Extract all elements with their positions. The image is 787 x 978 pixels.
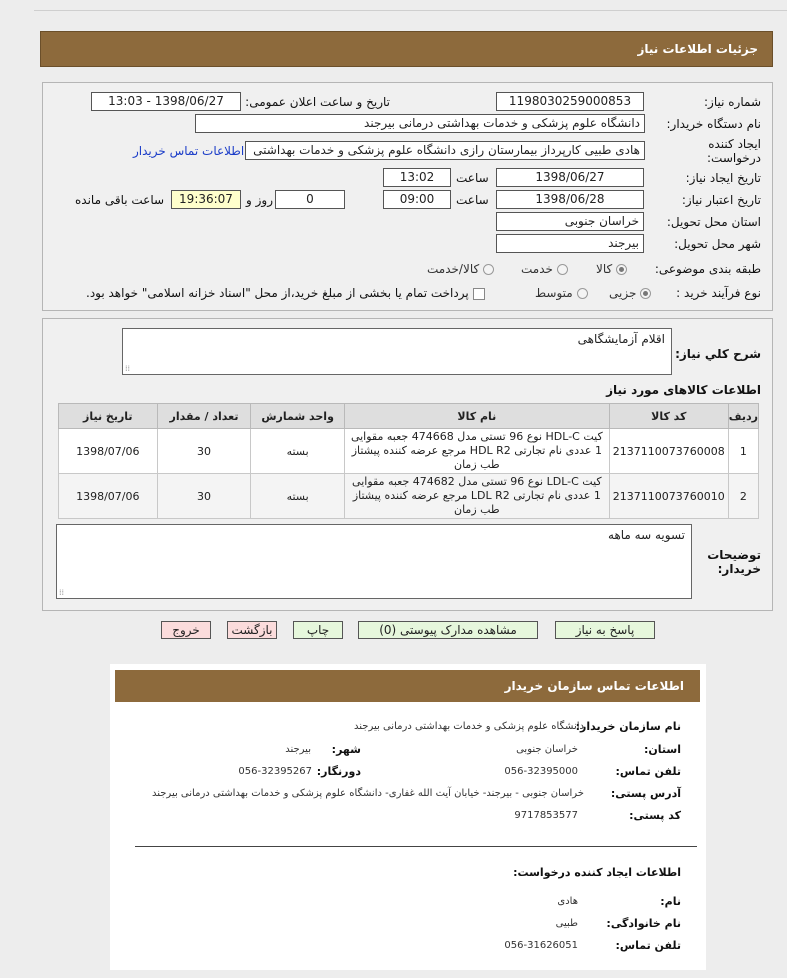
create-time-label: ساعت [456,171,489,185]
postal-value: 9717853577 [514,810,578,821]
buyer-notes-textarea[interactable] [56,524,692,599]
last-name-value: طبیی [555,918,578,929]
item-date: 1398/07/06 [59,429,158,474]
radio-selected-icon [640,288,651,299]
phone-value: 056-32395000 [504,766,578,777]
category-option-both[interactable] [427,262,494,276]
validity-date-label: تاریخ اعتبار نیاز: [681,193,761,207]
contact-province-value: خراسان جنوبی [516,744,578,755]
need-number-label: شماره نیاز: [704,95,761,109]
item-code: 2137110073760010 [609,474,728,519]
buyer-org-label: نام دستگاه خریدار: [666,117,761,131]
payment-treasury-label: پرداخت تمام یا بخشی از مبلغ خرید،از محل "اسناد خزانه اسلامی" خواهد بود. [86,286,469,300]
col-row: رديف [728,404,758,429]
items-table [58,403,759,519]
remaining-time-field[interactable]: 19:36:07 [171,190,241,209]
category-option-service[interactable] [521,262,568,276]
buyer-contact-link[interactable]: اطلاعات تماس خریدار [133,144,245,158]
first-name-label: نام: [660,895,681,908]
col-unit: واحد شمارش [251,404,345,429]
page-title: جزئیات اطلاعات نیاز [40,31,773,67]
city-field[interactable]: بیرجند [496,234,644,253]
summary-textarea[interactable] [122,328,672,375]
category-option-goods-label: کالا [596,262,613,276]
contact-city-label: شهر: [331,743,361,756]
row-number: 2 [728,474,758,519]
org-label: نام سازمان خریدار: [575,720,681,733]
print-button[interactable]: چاپ [293,621,343,639]
attachments-button[interactable]: مشاهده مدارک پیوستی (0) [358,621,538,639]
table-header-row [59,404,759,429]
col-code: کد کالا [609,404,728,429]
requester-phone-value: 056-31626051 [504,940,578,951]
top-divider [34,10,787,11]
summary-label: شرح کلي نياز: [675,347,761,361]
create-date-field[interactable]: 1398/06/27 [496,168,644,187]
col-name: نام کالا [344,404,609,429]
item-code: 2137110073760008 [609,429,728,474]
buyer-contact-panel [110,664,706,970]
contact-province-label: استان: [644,743,681,756]
province-label: استان محل تحویل: [666,215,761,229]
radio-icon [577,288,588,299]
item-date: 1398/07/06 [59,474,158,519]
phone-label: تلفن تماس: [615,765,681,778]
create-date-label: تاریخ ایجاد نیاز: [685,171,761,185]
col-date: تاریخ نیاز [59,404,158,429]
fax-label: دورنگار: [316,765,361,778]
contact-title: اطلاعات تماس سازمان خریدار [115,670,700,702]
checkbox-icon[interactable] [473,288,485,300]
need-number-field[interactable]: 1198030259000853 [496,92,644,111]
process-option-medium-label: متوسط [535,286,573,300]
row-number: 1 [728,429,758,474]
item-name: کیت LDL-C نوع 96 تستی مدل 474682 جعبه مقوایی 1 عددی نام تجارتی LDL R2 مرجع عرضه کننده پیشتاز طب زمان [344,474,609,519]
radio-selected-icon [616,264,627,275]
exit-button[interactable]: خروج [161,621,211,639]
table-row[interactable] [59,429,759,474]
category-label: طبقه بندی موضوعی: [654,262,761,276]
requester-title: اطلاعات ایجاد کننده درخواست: [513,866,681,879]
back-button[interactable]: بازگشت [227,621,277,639]
resize-grip-icon[interactable]: ⁞⁞ [59,588,65,597]
creator-field[interactable]: هادی طبیی کارپرداز بیمارستان رازی دانشگاه علوم پزشکی و خدمات بهداشتی [245,141,645,160]
validity-time-label: ساعت [456,193,489,207]
last-name-label: نام خانوادگی: [606,917,681,930]
buyer-notes-text: تسویه سه ماهه [608,528,685,542]
province-field[interactable]: خراسان جنوبی [496,212,644,231]
validity-time-field[interactable]: 09:00 [383,190,451,209]
postal-label: کد پستی: [629,809,681,822]
contact-divider [135,846,697,847]
remaining-label: ساعت باقی مانده [75,193,165,207]
item-qty: 30 [157,474,251,519]
requester-phone-label: تلفن تماس: [615,939,681,952]
contact-city-value: بیرجند [285,744,311,755]
first-name-value: هادی [557,896,578,907]
category-option-goods[interactable] [596,262,627,276]
fax-value: 056-32395267 [238,766,312,777]
announce-label: تاریخ و ساعت اعلان عمومی: [245,95,390,109]
radio-icon [557,264,568,275]
item-name: کیت HDL-C نوع 96 تستی مدل 474668 جعبه مقوایی 1 عددی نام تجارتی HDL R2 مرجع عرضه کننده پیشتاز طب زمان [344,429,609,474]
remaining-days-field[interactable]: 0 [275,190,345,209]
summary-text: اقلام آزمایشگاهی [577,332,665,346]
col-qty: تعداد / مقدار [157,404,251,429]
process-option-medium[interactable] [535,286,588,300]
radio-icon [483,264,494,275]
announce-date-field[interactable]: 1398/06/27 - 13:03 [91,92,241,111]
org-value: دانشگاه علوم پزشکی و خدمات بهداشتی درمانی بیرجند [354,721,584,732]
create-time-field[interactable]: 13:02 [383,168,451,187]
category-option-both-label: کالا/خدمت [427,262,480,276]
item-unit: بسته [251,429,345,474]
process-option-minor-label: جزیی [609,286,637,300]
payment-treasury-option[interactable] [86,286,485,300]
address-label: آدرس پستی: [610,787,681,800]
item-qty: 30 [157,429,251,474]
reply-button[interactable]: پاسخ به نیاز [555,621,655,639]
items-title: اطلاعات کالاهای مورد نیاز [606,383,761,397]
process-label: نوع فرآیند خرید : [676,286,761,300]
buyer-notes-label: توضیحات خریدار: [707,548,761,576]
address-value: خراسان جنوبی - بیرجند- خیابان آیت الله غفاری- دانشگاه علوم پزشکی و خدمات بهداشتی درمانی بیرجند [151,788,584,799]
resize-grip-icon[interactable]: ⁞⁞ [125,364,131,373]
creator-label: ایجاد کننده درخواست: [707,137,761,165]
days-label: روز و [246,193,273,207]
item-unit: بسته [251,474,345,519]
category-option-service-label: خدمت [521,262,553,276]
buyer-org-field[interactable]: دانشگاه علوم پزشکی و خدمات بهداشتی درمانی بیرجند [195,114,645,133]
city-label: شهر محل تحویل: [674,237,761,251]
table-row[interactable] [59,474,759,519]
validity-date-field[interactable]: 1398/06/28 [496,190,644,209]
process-option-minor[interactable] [609,286,651,300]
